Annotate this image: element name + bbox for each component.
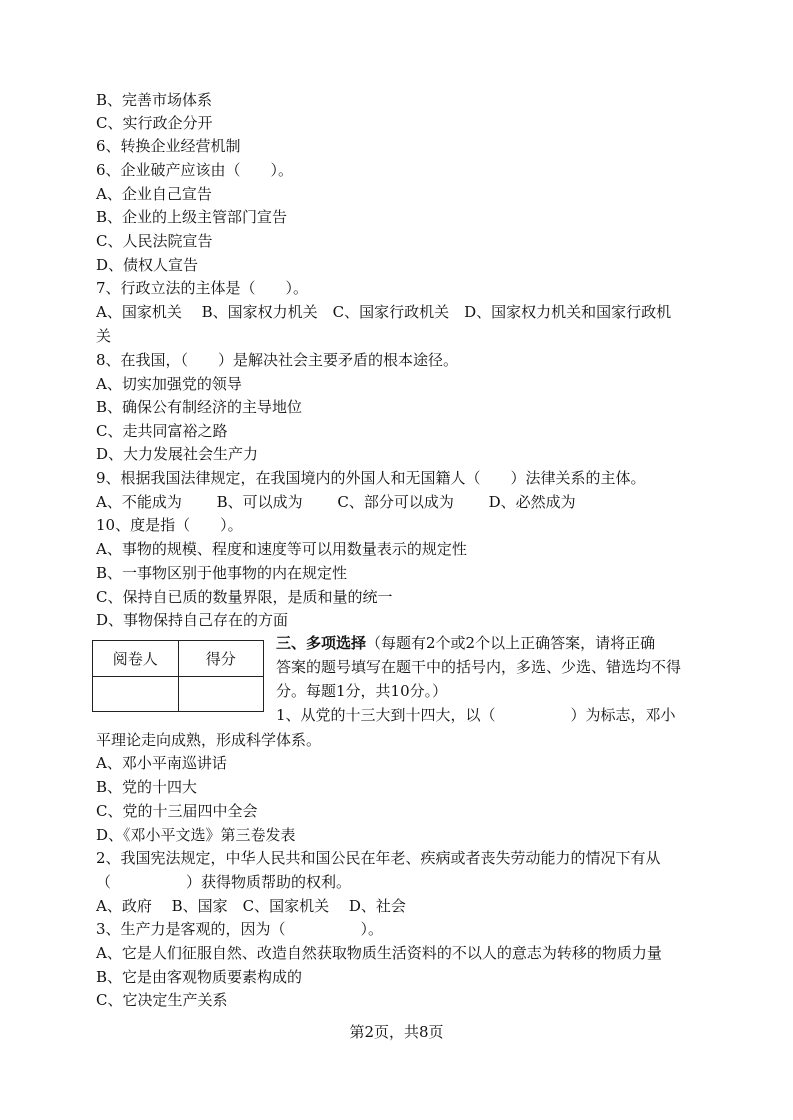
section-title: 三、多项选择 (276, 634, 367, 652)
grader-cell (93, 676, 179, 712)
text-line: A、政府 B、国家 C、国家机关 D、社会 (96, 897, 406, 915)
section-desc: （每题有2个或2个以上正确答案，请将正确 (366, 634, 656, 652)
text-line: B、企业的上级主管部门宣告 (96, 208, 288, 226)
question-line: 3、生产力是客观的，因为（ ）。 (96, 920, 384, 938)
text-line: C、走共同富裕之路 (96, 422, 228, 440)
section-desc-line: 分。每题1分，共10分。） (276, 682, 448, 700)
question-line: 1、从党的十三大到十四大，以（ ）为标志，邓小 (276, 706, 676, 724)
question-line: 6、企业破产应该由（ ）。 (96, 161, 294, 179)
text-line: C、实行政企分开 (96, 114, 213, 132)
section-header (276, 633, 696, 653)
question-line: 2、我国宪法规定，中华人民共和国公民在年老、疾病或者丧失劳动能力的情况下有从 (96, 849, 661, 867)
text-line: D、大力发展社会生产力 (96, 445, 259, 463)
question-line: 7、行政立法的主体是（ ）。 (96, 279, 309, 297)
text-line: 平理论走向成熟，形成科学体系。 (96, 731, 322, 749)
text-line: A、邓小平南巡讲话 (96, 754, 227, 772)
text-line: B、完善市场体系 (96, 91, 213, 109)
text-line: C、人民法院宣告 (96, 232, 213, 250)
text-line: D、债权人宣告 (96, 256, 199, 274)
question-line: 9、根据我国法律规定，在我国境内的外国人和无国籍人（ ）法律关系的主体。 (96, 469, 646, 487)
text-line: （ ）获得物质帮助的权利。 (96, 873, 352, 891)
text-line: D、事物保持自己存在的方面 (96, 611, 289, 629)
question-line: 8、在我国，（ ）是解决社会主要矛盾的根本途径。 (96, 351, 459, 369)
text-line: B、党的十四大 (96, 778, 198, 796)
score-table (92, 640, 264, 712)
question-line: 10、度是指（ ）。 (96, 516, 243, 534)
text-line: B、确保公有制经济的主导地位 (96, 398, 303, 416)
text-line: A、企业自己宣告 (96, 185, 212, 203)
text-line: B、一事物区别于他事物的内在规定性 (96, 564, 348, 582)
text-line: A、它是人们征服自然、改造自然获取物质生活资料的不以人的意志为转移的物质力量 (96, 944, 662, 962)
text-line: C、它决定生产关系 (96, 991, 228, 1009)
section-desc-line: 答案的题号填写在题干中的括号内，多选、少选、错选均不得 (276, 658, 682, 676)
text-line: 关 (96, 327, 112, 345)
text-line: C、保持自已质的数量界限，是质和量的统一 (96, 588, 393, 606)
page-footer: 第2页，共8页 (349, 1023, 444, 1041)
text-line: A、事物的规模、程度和速度等可以用数量表示的规定性 (96, 540, 467, 558)
text-line: 6、转换企业经营机制 (96, 137, 241, 155)
text-line: A、切实加强党的领导 (96, 375, 242, 393)
text-line: A、国家机关 B、国家权力机关 C、国家行政机关 D、国家权力机关和国家行政机 (96, 303, 672, 321)
score-cell (178, 676, 264, 712)
text-line: C、党的十三届四中全会 (96, 802, 258, 820)
score-header: 得分 (178, 641, 264, 677)
text-line: D、《邓小平文选》第三卷发表 (96, 826, 296, 844)
text-line: A、不能成为 B、可以成为 C、部分可以成为 D、必然成为 (96, 493, 576, 511)
grader-header: 阅卷人 (93, 641, 179, 677)
text-line: B、它是由客观物质要素构成的 (96, 968, 303, 986)
